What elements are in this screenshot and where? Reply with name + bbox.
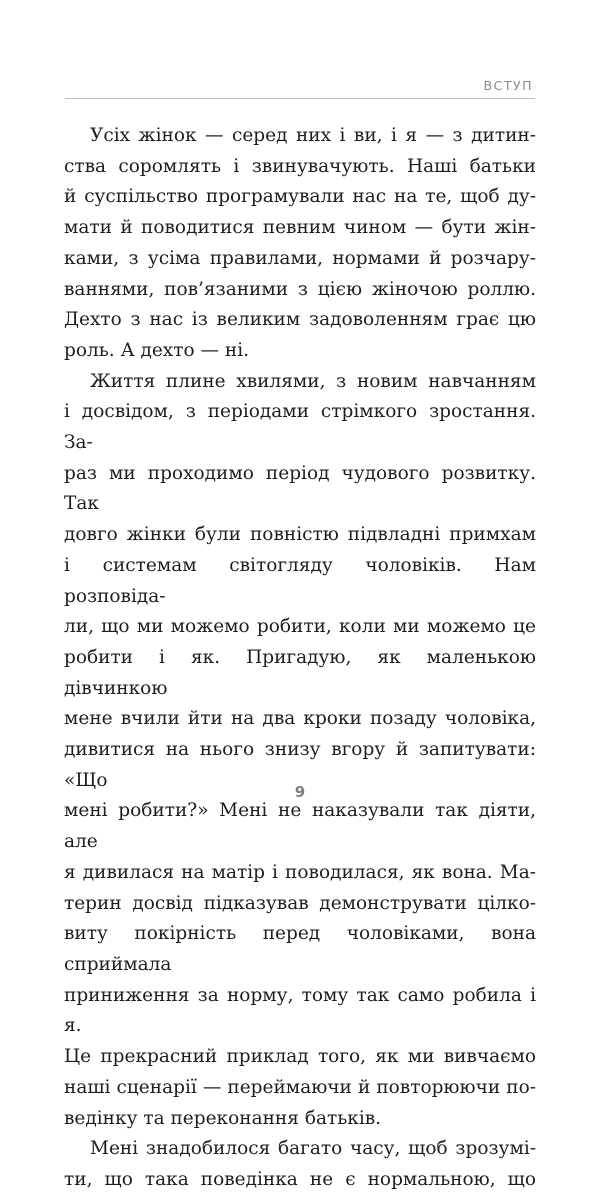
text-line: ведінку та переконання батьків. (64, 1107, 382, 1129)
text-line: Дехто з нас із великим задоволенням грає цю (64, 309, 536, 331)
chapter-title: ВСТУП (483, 78, 533, 93)
text-line: Життя плине хвилями, з новим навчанням (90, 370, 536, 392)
text-line: терин досвід підказував демонструвати цілко- (64, 892, 536, 914)
text-line: приниження за норму, тому так само робила і я. (64, 984, 536, 1037)
text-line: ства соромлять і звинувачують. Наші батьки (64, 155, 536, 177)
paragraph-3 (64, 1134, 536, 1195)
body-text (64, 121, 536, 1196)
page-number: 9 (294, 783, 306, 801)
text-line: ли, що ми можемо робити, коли ми можемо це (64, 616, 536, 638)
text-line: мені робити?» Мені не наказували так діяти, але (64, 800, 536, 853)
running-head (65, 72, 535, 99)
text-line: мене вчили йти на два кроки позаду чоловіка, (64, 708, 536, 730)
text-line: раз ми проходимо період чудового розвитку. Так (64, 462, 536, 515)
text-line: ти, що така поведінка не є нормальною, що (64, 1168, 536, 1190)
text-line: я дивилася на матір і поводилася, як вона. Ма- (64, 861, 536, 883)
text-line: Усіх жінок — серед них і ви, і я — з дитин- (90, 125, 536, 146)
text-line: Це прекрасний приклад того, як ми вивчаємо (64, 1046, 536, 1068)
text-line: робити і як. Пригадую, як маленькою дівчинкою (64, 646, 536, 699)
text-line: ками, з усіма правилами, нормами й розчару- (64, 247, 536, 269)
text-line: виту покірність перед чоловіками, вона сприймала (64, 923, 536, 975)
text-line: ваннями, пов’язаними з цією жіночою роллю. (64, 278, 536, 300)
text-line: дивитися на нього знизу вгору й запитувати: «Що (64, 739, 536, 791)
paragraph-1 (64, 121, 536, 367)
text-line: Мені знадобилося багато часу, щоб зрозумі- (90, 1138, 536, 1160)
text-line: роль. А дехто — ні. (64, 339, 249, 361)
paragraph-2 (64, 367, 536, 1135)
text-line: наші сценарії — переймаючи й повторюючи по- (64, 1076, 536, 1098)
text-line: мати й поводитися певним чином — бути жін- (64, 217, 536, 239)
text-line: і досвідом, з періодами стрімкого зростання. За- (64, 401, 536, 454)
text-line: довго жінки були повністю підвладні примхам (64, 524, 536, 546)
text-line: й суспільство програмували нас на те, щоб ду- (64, 186, 536, 208)
text-line: і системам світогляду чоловіків. Нам розповіда- (64, 554, 536, 607)
